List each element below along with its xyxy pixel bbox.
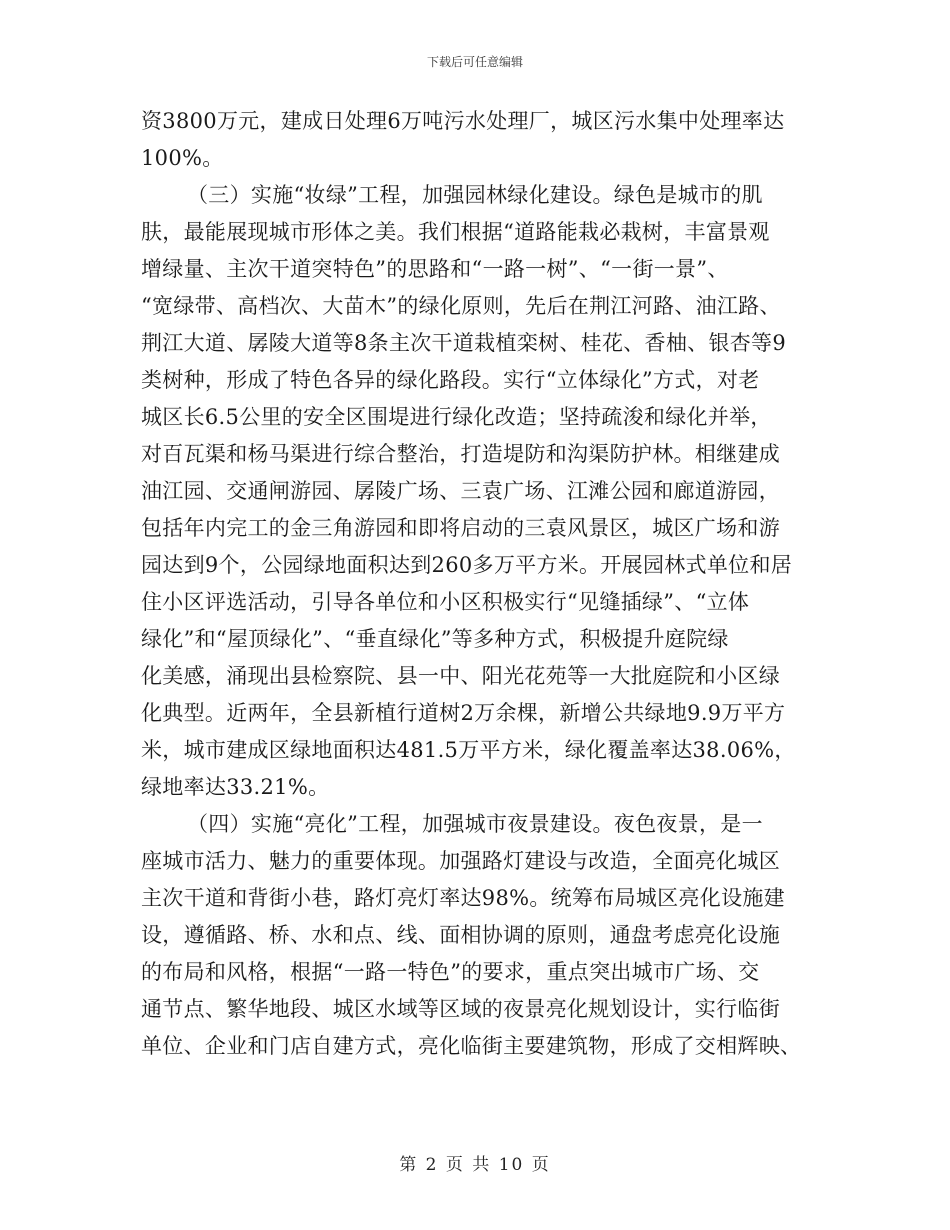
text-line: 米，城市建成区绿地面积达481.5万平方米，绿化覆盖率达38.06%， [141, 738, 796, 762]
paragraph-start-line: （三）实施“妆绿”工程，加强园林绿化建设。绿色是城市的肌 [187, 183, 763, 207]
text-line: 绿地率达33.21%。 [141, 775, 330, 799]
text-line: 化美感，涌现出县检察院、县一中、阳光花苑等一大批庭院和小区绿 [141, 664, 780, 688]
text-line: 座城市活力、魅力的重要体现。加强路灯建设与改造，全面亮化城区 [141, 849, 780, 873]
text-line: 城区长6.5公里的安全区围堤进行绿化改造；坚持疏浚和绿化并举， [141, 405, 772, 429]
text-line: 对百瓦渠和杨马渠进行综合整治，打造堤防和沟渠防护林。相继建成 [141, 442, 780, 466]
page-number-footer: 第 2 页 共 10 页 [399, 1155, 551, 1175]
text-line: 包括年内完工的金三角游园和即将启动的三袁风景区，城区广场和游 [141, 516, 780, 540]
text-line: 增绿量、主次干道突特色”的思路和“一路一树”、“一街一景”、 [141, 257, 729, 281]
text-line: 园达到9个，公园绿地面积达到260多万平方米。开展园林式单位和居 [141, 553, 793, 577]
text-line: 油江园、交通闸游园、孱陵广场、三袁广场、江滩公园和廊道游园， [141, 479, 780, 503]
text-line: 主次干道和背街小巷，路灯亮灯率达98%。统筹布局城区亮化设施建 [141, 886, 785, 910]
document-body [141, 103, 816, 1065]
text-line: 荆江大道、孱陵大道等8条主次干道栽植栾树、桂花、香柚、银杏等9 [141, 331, 787, 355]
text-line: 设，遵循路、桥、水和点、线、面相协调的原则，通盘考虑亮化设施 [141, 923, 780, 947]
text-line: 单位、企业和门店自建方式，亮化临街主要建筑物，形成了交相辉映、 [141, 1034, 802, 1058]
text-line: 资3800万元，建成日处理6万吨污水处理厂，城区污水集中处理率达 [141, 109, 785, 133]
text-line: 绿化”和“屋顶绿化”、“垂直绿化”等多种方式，积极提升庭院绿 [141, 627, 729, 651]
paragraph-start-line: （四）实施“亮化”工程，加强城市夜景建设。夜色夜景，是一 [187, 812, 763, 836]
text-line: 类树种，形成了特色各异的绿化路段。实行“立体绿化”方式，对老 [141, 368, 760, 392]
text-line: “宽绿带、高档次、大苗木”的绿化原则，先后在荆江河路、油江路、 [141, 294, 781, 318]
text-line: 100%。 [141, 146, 224, 170]
text-line: 肤，最能展现城市形体之美。我们根据“道路能栽必栽树，丰富景观 [141, 220, 770, 244]
header-note: 下载后可任意编辑 [426, 55, 523, 69]
text-line: 通节点、繁华地段、城区水域等区域的夜景亮化规划设计，实行临街 [141, 997, 780, 1021]
text-line: 住小区评选活动，引导各单位和小区积极实行“见缝插绿”、“立体 [141, 590, 750, 614]
text-line: 化典型。近两年，全县新植行道树2万余棵，新增公共绿地9.9万平方 [141, 701, 786, 725]
text-line: 的布局和风格，根据“一路一特色”的要求，重点突出城市广场、交 [141, 960, 760, 984]
